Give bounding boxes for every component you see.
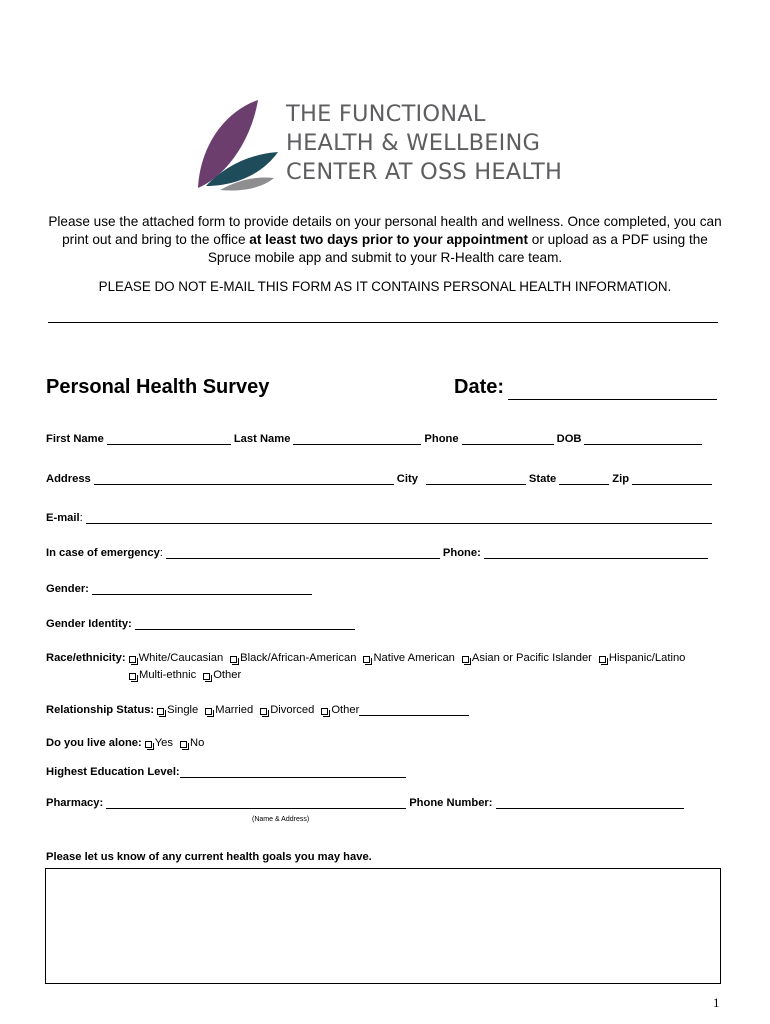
pharmacy-field[interactable]	[106, 797, 406, 809]
race-option-multi: Multi-ethnic	[139, 669, 197, 681]
intro-bold-text: at least two days prior to your appointment	[249, 232, 529, 247]
goals-textarea[interactable]	[45, 868, 721, 984]
live-alone-row	[46, 737, 208, 749]
gender-identity-row	[46, 618, 358, 630]
state-field[interactable]	[559, 473, 609, 485]
gender-row	[46, 583, 315, 595]
phone-field[interactable]	[462, 433, 554, 445]
goals-label: Please let us know of any current health goals you may have.	[46, 851, 372, 863]
intro-text-1: Please use the attached form to provide details on your personal health and wellness. Once completed, you can print out and bring to the office	[48, 214, 722, 247]
relationship-row	[46, 704, 472, 716]
relationship-other-checkbox[interactable]	[321, 708, 328, 715]
live-alone-option-no: No	[189, 737, 205, 749]
live-alone-option-yes: Yes	[154, 737, 173, 749]
race-option-other: Other	[213, 669, 242, 681]
pharmacy-note: (Name & Address)	[252, 816, 310, 823]
relationship-label: Relationship Status:	[46, 704, 155, 716]
race-asian-checkbox[interactable]	[462, 656, 469, 663]
address-label: Address	[46, 473, 91, 485]
zip-field[interactable]	[632, 473, 712, 485]
emergency-phone-field[interactable]	[484, 547, 708, 559]
last-name-label: Last Name	[233, 433, 291, 445]
emergency-contact-field[interactable]	[166, 547, 440, 559]
race-option-hispanic: Hispanic/Latino	[608, 652, 686, 664]
logo-line-2: HEALTH & WELLBEING	[286, 130, 541, 156]
education-field[interactable]	[180, 766, 406, 778]
race-black-checkbox[interactable]	[230, 656, 237, 663]
live-alone-no-checkbox[interactable]	[180, 741, 187, 748]
pharmacy-phone-field[interactable]	[496, 797, 684, 809]
relationship-option-divorced: Divorced	[270, 704, 315, 716]
gender-field[interactable]	[92, 583, 312, 595]
address-field[interactable]	[94, 473, 394, 485]
state-label: State	[528, 473, 557, 485]
emergency-row: In case of emergency : Phone:	[46, 547, 711, 559]
logo-line-1: THE FUNCTIONAL	[286, 101, 486, 127]
dob-label: DOB	[556, 433, 582, 445]
gender-label: Gender:	[46, 583, 89, 595]
live-alone-yes-checkbox[interactable]	[145, 741, 152, 748]
privacy-notice: PLEASE DO NOT E-MAIL THIS FORM AS IT CONTAINS PERSONAL HEALTH INFORMATION.	[98, 279, 672, 294]
leaf-logo-icon	[190, 96, 280, 196]
email-field[interactable]	[86, 512, 712, 524]
intro-text-2: or upload as a PDF using the Spruce mobile app and submit to your R-Health care team.	[207, 232, 708, 265]
education-row	[46, 766, 409, 778]
relationship-option-married: Married	[215, 704, 254, 716]
relationship-other-field[interactable]	[359, 704, 469, 716]
intro-paragraph	[40, 213, 730, 267]
race-other-checkbox[interactable]	[203, 673, 210, 680]
dob-field[interactable]	[584, 433, 702, 445]
city-field[interactable]	[426, 473, 526, 485]
email-label: E-mail	[46, 512, 80, 524]
survey-title: Personal Health Survey	[46, 376, 270, 398]
relationship-married-checkbox[interactable]	[205, 708, 212, 715]
race-option-native: Native American	[373, 652, 455, 664]
pharmacy-row	[46, 797, 687, 809]
zip-label: Zip	[612, 473, 630, 485]
date-field[interactable]	[508, 399, 717, 400]
last-name-field[interactable]	[293, 433, 421, 445]
race-row	[46, 652, 689, 664]
race-native-checkbox[interactable]	[363, 656, 370, 663]
emergency-phone-label: Phone:	[442, 547, 481, 559]
relationship-option-single: Single	[167, 704, 199, 716]
relationship-option-other: Other	[331, 704, 360, 716]
relationship-single-checkbox[interactable]	[157, 708, 164, 715]
race-option-white: White/Caucasian	[138, 652, 224, 664]
pharmacy-label: Pharmacy:	[46, 797, 104, 809]
page-number: 1	[713, 995, 720, 1010]
education-label: Highest Education Level:	[46, 766, 180, 778]
race-option-asian: Asian or Pacific Islander	[471, 652, 592, 664]
race-label: Race/ethnicity:	[46, 652, 126, 664]
logo-line-3: CENTER AT OSS HEALTH	[286, 159, 563, 185]
phone-label: Phone	[424, 433, 459, 445]
logo	[190, 96, 590, 196]
race-multi-checkbox[interactable]	[129, 673, 136, 680]
date-label: Date:	[454, 376, 505, 398]
divider-line	[48, 322, 718, 323]
first-name-field[interactable]	[107, 433, 231, 445]
relationship-divorced-checkbox[interactable]	[260, 708, 267, 715]
pharmacy-phone-label: Phone Number:	[409, 797, 493, 809]
race-option-black: Black/African-American	[240, 652, 357, 664]
gender-identity-field[interactable]	[135, 618, 355, 630]
first-name-label: First Name	[46, 433, 104, 445]
name-row	[46, 433, 705, 445]
emergency-label: In case of emergency	[46, 547, 160, 559]
logo-text	[286, 100, 562, 187]
race-white-checkbox[interactable]	[129, 656, 136, 663]
address-row	[46, 473, 715, 485]
race-hispanic-checkbox[interactable]	[599, 656, 606, 663]
race-row-2	[126, 669, 245, 681]
gender-identity-label: Gender Identity:	[46, 618, 132, 630]
email-row: E-mail :	[46, 512, 715, 524]
live-alone-label: Do you live alone:	[46, 737, 142, 749]
city-label: City	[396, 473, 418, 485]
